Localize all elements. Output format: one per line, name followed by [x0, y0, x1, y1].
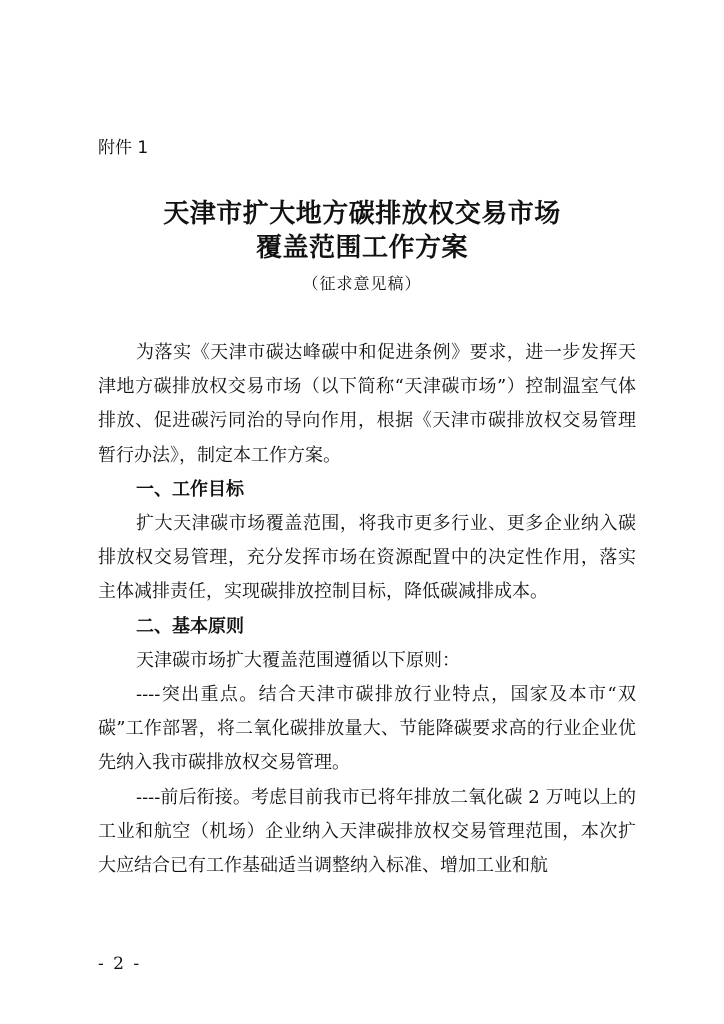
- document-title-line-2: 覆盖范围工作方案: [255, 233, 468, 263]
- page-number: - 2 -: [98, 954, 142, 974]
- attachment-label: 附件 1: [98, 138, 149, 158]
- draft-subtitle: （征求意见稿）: [302, 274, 422, 293]
- principles-intro-paragraph: 天津碳市场扩大覆盖范围遵循以下原则：: [136, 649, 460, 671]
- principle-continuity-paragraph: ----前后衔接。考虑目前我市已将年排放二氧化碳 2 万吨以上的工业和航空（机场）企业纳入天津碳排放权交易管理范围，本次扩大应结合已有工作基础适当调整纳入标准、增加工业和航: [98, 786, 636, 877]
- goals-paragraph: 扩大天津碳市场覆盖范围，将我市更多行业、更多企业纳入碳排放权交易管理，充分发挥市场在资源配置中的决定性作用，落实主体减排责任，实现碳排放控制目标，降低碳减排成本。: [98, 513, 636, 603]
- section-heading-principles: 二、基本原则: [136, 615, 244, 637]
- intro-paragraph: 为落实《天津市碳达峰碳中和促进条例》要求，进一步发挥天津地方碳排放权交易市场（以下简称“天津碳市场”）控制温室气体排放、促进碳污同治的导向作用，根据《天津市碳排放权交易管理暂行办法》，制定本工作方案。: [98, 342, 636, 466]
- section-heading-goals: 一、工作目标: [136, 478, 244, 500]
- document-body: [98, 336, 636, 883]
- document-title-line-1: 天津市扩大地方碳排放权交易市场: [163, 199, 561, 229]
- principle-focus-paragraph: ----突出重点。结合天津市碳排放行业特点，国家及本市“双碳”工作部署，将二氧化碳排放量大、节能降碳要求高的行业企业优先纳入我市碳排放权交易管理。: [98, 684, 636, 774]
